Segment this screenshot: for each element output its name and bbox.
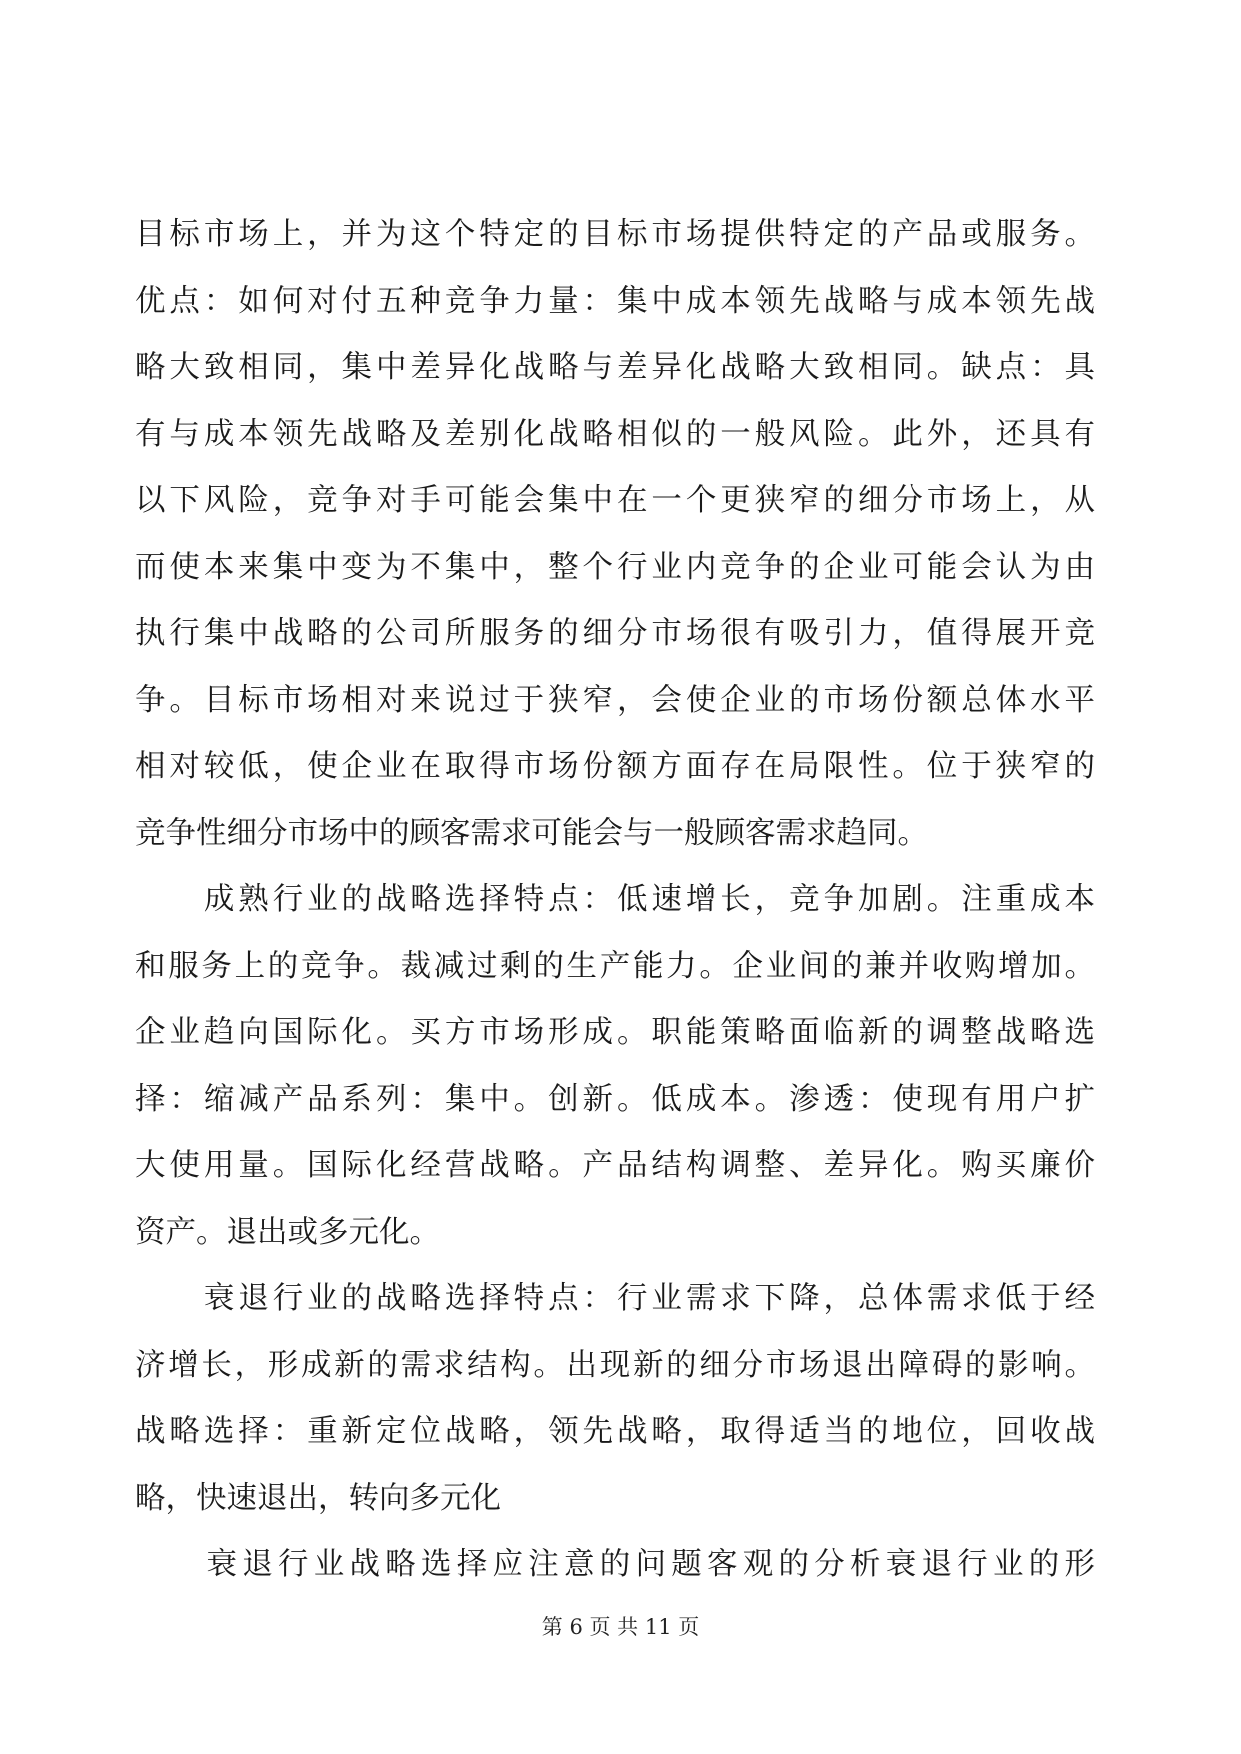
- text-line: 相对较低，使企业在取得市场份额方面存在局限性。位于狭窄的: [135, 749, 1095, 784]
- text-line: 竞争性细分市场中的顾客需求可能会与一般顾客需求趋同。: [135, 815, 928, 851]
- text-line: 战略选择：重新定位战略，领先战略，取得适当的地位，回收战: [135, 1414, 1095, 1449]
- text-line: 目标市场上，并为这个特定的目标市场提供特定的产品或服务。: [135, 217, 1095, 252]
- text-line: 大使用量。国际化经营战略。产品结构调整、差异化。购买廉价: [135, 1148, 1095, 1183]
- text-line: 有与成本领先战略及差别化战略相似的一般风险。此外，还具有: [135, 416, 1095, 452]
- text-line: 执行集中战略的公司所服务的细分市场很有吸引力，值得展开竞: [135, 616, 1095, 651]
- text-line: 衰退行业战略选择应注意的问题客观的分析衰退行业的形: [135, 1547, 1095, 1582]
- document-body: [135, 202, 1095, 1599]
- text-line: 而使本来集中变为不集中，整个行业内竞争的企业可能会认为由: [135, 549, 1095, 585]
- text-line: 济增长，形成新的需求结构。出现新的细分市场退出障碍的影响。: [135, 1347, 1095, 1383]
- text-line: 衰退行业的战略选择特点：行业需求下降，总体需求低于经: [135, 1281, 1095, 1316]
- text-line: 优点：如何对付五种竞争力量：集中成本领先战略与成本领先战: [135, 283, 1095, 319]
- text-line: 成熟行业的战略选择特点：低速增长，竞争加剧。注重成本: [135, 882, 1095, 917]
- text-line: 略大致相同，集中差异化战略与差异化战略大致相同。缺点：具: [135, 350, 1095, 385]
- text-line: 资产。退出或多元化。: [135, 1214, 440, 1250]
- text-line: 企业趋向国际化。买方市场形成。职能策略面临新的调整战略选: [135, 1015, 1095, 1050]
- page-number-footer: 第 6 页 共 11 页: [541, 1615, 700, 1639]
- text-line: 和服务上的竞争。裁减过剩的生产能力。企业间的兼并收购增加。: [135, 948, 1095, 984]
- text-line: 以下风险，竞争对手可能会集中在一个更狭窄的细分市场上，从: [135, 483, 1095, 518]
- text-line: 略，快速退出，转向多元化: [135, 1480, 501, 1516]
- text-line: 择：缩减产品系列：集中。创新。低成本。渗透：使现有用户扩: [135, 1081, 1095, 1117]
- text-line: 争。目标市场相对来说过于狭窄，会使企业的市场份额总体水平: [135, 682, 1095, 718]
